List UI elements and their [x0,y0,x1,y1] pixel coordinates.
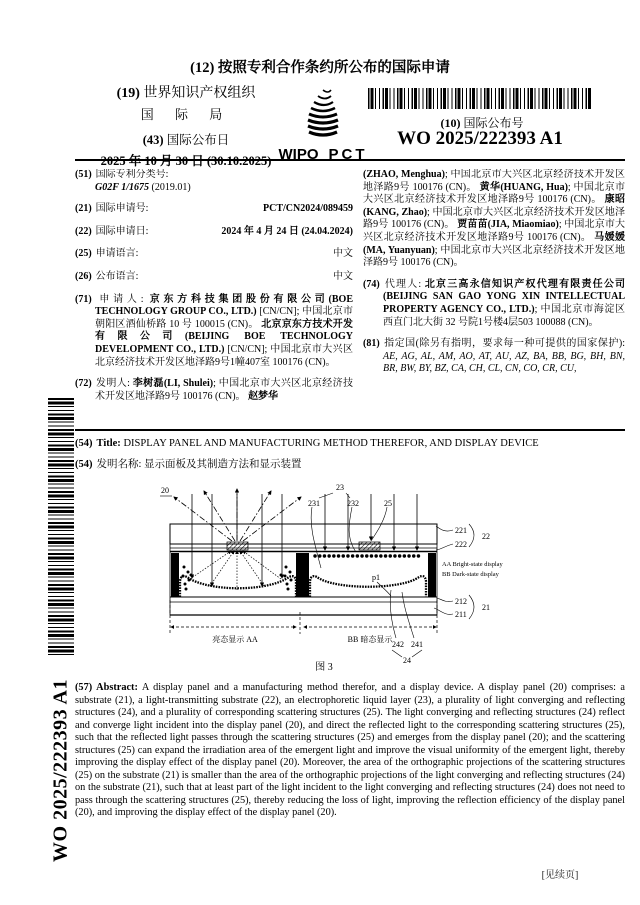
publication-barcode [368,88,592,109]
field-72-inventors-continued: (ZHAO, Menghua); 中国北京市大兴区北京经济技术开发区地泽路9号 100176 (CN)。 黄华(HUANG, Hua); 中国北京市大兴区北京经济技术开发区地泽路9号 100176 (CN)。 康昭(KANG, Zhao); 中国北京市大兴区北京经济技术开发区地泽路9号 100176 (CN)。 贾苗苗(JIA, Miaomiao); 中国北京市大兴区北京经济技术开发区地泽路9号 100176 (CN)。 马媛媛(MA, Yuanyuan); 中国北京市大兴区北京经济技术开发区地泽路9号 100176 (CN)。 [363,169,625,269]
figure-ref-211: 211 [455,610,467,619]
publication-language: 中文 [333,270,353,282]
figure-ref-221: 221 [455,526,467,535]
figure-legend-bright: AA Bright-state display [442,561,503,568]
field-72-inventors: (72) 发明人: 李树磊(LI, Shulei); 中国北京市大兴区北京经济技术开发区地泽路9号 100176 (CN)。 赵梦华 [75,378,354,402]
figure-ref-21: 21 [482,603,490,612]
agent-name: 北京三高永信知识产权代理有限责任公司 (BEIJING SAN GAO YONG XIN INTELLECTUAL PROPERTY AGENCY CO., LTD.) [383,278,625,315]
inventor-name: 贾苗苗(JIA, Miaomiao) [457,219,559,231]
wipo-office-name: (19) 世界知识产权组织 [116,86,256,101]
field-21-application-number: (21) 国际申请号: PCT/CN2024/089459 [75,203,353,215]
pct-wordmark: PCT [328,146,368,163]
applicant-name: 京东方科技集团股份有限公司(BOE TECHNOLOGY GROUP CO., LTD.) [95,293,354,318]
header-left-block [86,82,286,169]
figure-dark-area-label: BB 暗态显示 [347,635,393,644]
inventor-name: 赵梦华 [248,390,279,402]
title-english: (54) Title: DISPLAY PANEL AND MANUFACTURING METHOD THEREFOR, AND DISPLAY DEVICE [75,438,539,449]
field-43-code: (43) [142,133,164,147]
field-51-ipc: (51) 国际专利分类号: G02F 1/1675 (2019.01) [75,169,191,193]
biblio-left-column [75,169,353,427]
inventor-name: 李树磊(LI, Shulei) [132,378,214,390]
figure-ref-212: 212 [455,597,467,606]
field-81-designated-states: (81) 指定国(除另有指明，要求每一种可提供的国家保护): AE, AG, AL, AM, AO, AT, AU, AZ, BA, BB, BG, BH, BN, BR, BW, BY, BZ, CA, CH, CL, CN, CO, CR, CU, [363,338,625,375]
abstract-text: A display panel and a manufacturing method therefor, and a display device. A display panel (20) comprises: a substrate (21), a light-transmitting substrate (22), an electrophoretic liquid layer (23), a plurality of light converging and reflecting structures (24), and a plurality of corresponding scattering structures (25). The light converging and reflecting structures (24) reflect and converge light incident into the display panel (20), and direct the reflected light to the corresponding scattering structures (25), such that the reflected light passes through the scattering structures (25) and emerges from the display panel (20); and the scattering structures (25) can expand the irradiation area of the emergent light and improve the visual uniformity of the emergent light, thereby improving the display effect of the display panel (20). Moreover, the area of the orthographic projections of the scattering structures (25) on the substrate (21) is smaller than the area of the orthographic projections of the light converging and reflecting structures (24) on the substrate (21), such that at least part of the light incident to the light converging and reflecting structures (24) does not need to pass through the scattering structures (25), thereby reducing the loss of light, improving the reflection efficiency of the display panel (20), and improving the display effect of the display panel (20). [75,682,625,818]
field-22-filing-date: (22) 国际申请日: 2024 年 4 月 24 日 (24.04.2024) [75,225,353,237]
field-74-agent: (74) 代理人: 北京三高永信知识产权代理有限责任公司 (BEIJING SAN GAO YONG XIN INTELLECTUAL PROPERTY AGENCY CO., LTD.); 中国北京市海淀区西直门北大街 32 号院1号楼4层503 100088 (CN)。 [363,278,625,328]
inventor-name: 黄华(HUANG, Hua) [479,181,568,193]
wipo-logo-block [280,84,366,163]
application-number: PCT/CN2024/089459 [263,203,353,215]
figure-ref-22: 22 [482,532,490,541]
designated-states-list: AE, AG, AL, AM, AO, AT, AU, AZ, BA, BB, BG, BH, BN, BR, BW, BY, BZ, CA, CH, CL, CN, CO, CR, CU, [383,350,625,375]
publication-number-label: (10) 国际公布号 [440,116,524,130]
filing-date: 2024 年 4 月 24 日 (24.04.2024) [221,225,353,237]
figure-ref-23: 23 [336,483,344,492]
field-19-code: (19) [116,86,140,101]
international-bureau: 国 际 局 [140,107,232,122]
header-line-12: (12) 按照专利合作条约所公布的国际申请 [190,60,450,76]
inventor-name: 康昭(KANG, Zhao) [363,194,625,218]
sidebar-publication-number: WO 2025/222393 A1 [49,679,72,862]
publication-date: 2025 年 10 月 30 日 (30.10.2025) [100,154,272,168]
publication-date-label: (43) 国际公布日 [142,133,230,147]
inventor-name: (ZHAO, Menghua) [363,169,445,180]
invention-title-zh: 显示面板及其制造方法和显示装置 [144,459,302,470]
title-divider [75,429,625,431]
bibliographic-section [75,169,625,427]
figure-ref-232: 232 [347,499,359,508]
wipo-logo [294,84,352,140]
field-25-filing-language: (25) 申请语言: 中文 [75,248,353,260]
applicant-name: 北京京东方技术开发有限公司(BEIJING BOE TECHNOLOGY DEVELOPMENT CO., LTD.) [95,318,353,355]
figure-ref-24: 24 [403,656,411,665]
sidebar-barcode [48,398,74,655]
publication-number: WO 2025/222393 A1 [397,128,563,149]
figure-ref-241: 241 [411,640,423,649]
title-chinese: (54) 发明名称: 显示面板及其制造方法和显示装置 [75,459,302,470]
figure-ref-25: 25 [384,499,392,508]
figure-bright-area-label: 亮态显示 AA [212,635,258,644]
ipc-code: G02F 1/1675 [95,181,149,193]
figure-ref-231: 231 [308,499,320,508]
field-10-code: (10) [440,116,461,130]
inventor-name: 马媛媛(MA, Yuanyuan) [363,231,625,256]
figure-ref-222: 222 [455,540,467,549]
figure-caption: 图 3 [315,662,333,673]
abstract-section: (57) Abstract: A display panel and a manufacturing method therefor, and a display device. A display panel (20) comprises: a substrate (21), a light-transmitting substrate (22), an electrophoretic liquid layer (23), a plurality of light converging and reflecting structures (24), and a plurality of corresponding scattering structures (25). The light converging and reflecting structures (24) reflect and converge light incident into the display panel (20), and direct the reflected light to the corresponding scattering structures (25), such that the reflected light passes through the scattering structures (25) and emerges from the display panel (20); and the scattering structures (25) can expand the irradiation area of the emergent light and improve the visual uniformity of the emergent light, thereby improving the display effect of the display panel (20). Moreover, the area of the orthographic projections of the scattering structures (25) on the substrate (21) is smaller than the area of the orthographic projections of the light converging and reflecting structures (24) on the substrate (21), such that at least part of the light incident to the light converging and reflecting structures (24) does not need to pass through the scattering structures (25), thereby reducing the loss of light, improving the reflection efficiency of the display panel (20), and improving the display effect of the display panel (20). [75,682,625,818]
filing-language: 中文 [333,248,353,260]
continuation-note: [见续页] [541,870,579,881]
figure-ref-p1: p1 [372,573,380,582]
wipo-wordmark: WIPO [278,146,319,163]
field-71-applicants: (71) 申请人: 京东方科技集团股份有限公司(BOE TECHNOLOGY GROUP CO., LTD.) [CN/CN]; 中国北京市朝阳区酒仙桥路 10 号 100015 (CN)。 北京京东方技术开发有限公司(BEIJING BOE TECHNOLOGY DEVELOPMENT CO., LTD.) [CN/CN]; 中国北京市大兴区北京经济技术开发区地泽路9号1幢407室 100176 (CN)。 [75,293,354,368]
header-divider [75,159,625,161]
figure-legend-dark: BB Dark-state display [442,571,499,578]
field-26-publication-language: (26) 公布语言: 中文 [75,270,353,282]
patent-figure [140,480,600,676]
figure-ref-20: 20 [161,486,169,495]
biblio-right-column [363,169,625,427]
figure-ref-242: 242 [392,640,404,649]
title-section [75,437,625,479]
invention-title-en: DISPLAY PANEL AND MANUFACTURING METHOD THEREFOR, AND DISPLAY DEVICE [123,438,539,449]
